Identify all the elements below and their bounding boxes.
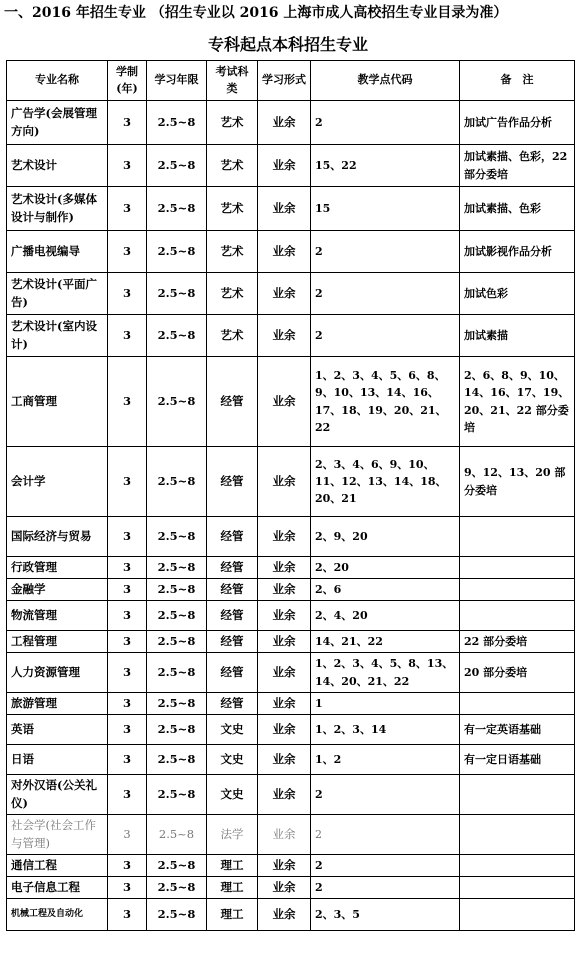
exam-category: 艺术 bbox=[207, 273, 258, 315]
site-codes: 1、2、3、14 bbox=[311, 715, 460, 745]
period-value: 2.5~8 bbox=[147, 601, 207, 631]
years-value: 3 bbox=[108, 517, 147, 557]
notes-value: 2、6、8、9、10、14、16、17、19、20、21、22 部分委培 bbox=[460, 357, 575, 447]
notes-value bbox=[460, 517, 575, 557]
notes-value bbox=[460, 693, 575, 715]
years-value: 3 bbox=[108, 579, 147, 601]
years-value: 3 bbox=[108, 187, 147, 231]
study-form: 业余 bbox=[258, 877, 311, 899]
table-row bbox=[7, 775, 575, 815]
major-name: 艺术设计(平面广告) bbox=[7, 273, 108, 315]
years-value: 3 bbox=[108, 631, 147, 653]
table-row bbox=[7, 187, 575, 231]
major-name: 金融学 bbox=[7, 579, 108, 601]
site-codes: 2、4、20 bbox=[311, 601, 460, 631]
study-form: 业余 bbox=[258, 715, 311, 745]
years-value: 3 bbox=[108, 653, 147, 693]
site-codes: 2、20 bbox=[311, 557, 460, 579]
table-row bbox=[7, 145, 575, 187]
site-codes: 15、22 bbox=[311, 145, 460, 187]
major-name: 广播电视编导 bbox=[7, 231, 108, 273]
site-codes: 1、2 bbox=[311, 745, 460, 775]
site-codes: 2、9、20 bbox=[311, 517, 460, 557]
study-form: 业余 bbox=[258, 579, 311, 601]
header-name: 专业名称 bbox=[7, 61, 108, 101]
study-form: 业余 bbox=[258, 447, 311, 517]
years-value: 3 bbox=[108, 357, 147, 447]
site-codes: 1 bbox=[311, 693, 460, 715]
study-form: 业余 bbox=[258, 101, 311, 145]
table-row bbox=[7, 315, 575, 357]
site-codes: 2 bbox=[311, 101, 460, 145]
site-codes: 1、2、3、4、5、6、8、9、10、13、14、16、17、18、19、20、21、22 bbox=[311, 357, 460, 447]
study-form: 业余 bbox=[258, 517, 311, 557]
table-row bbox=[7, 557, 575, 579]
table-row bbox=[7, 231, 575, 273]
exam-category: 艺术 bbox=[207, 145, 258, 187]
period-value: 2.5~8 bbox=[147, 187, 207, 231]
exam-category: 经管 bbox=[207, 693, 258, 715]
table-header-row bbox=[7, 61, 575, 101]
notes-value: 有一定英语基础 bbox=[460, 715, 575, 745]
major-name: 行政管理 bbox=[7, 557, 108, 579]
notes-value: 加试广告作品分析 bbox=[460, 101, 575, 145]
site-codes: 2、3、4、6、9、10、11、12、13、14、18、20、21 bbox=[311, 447, 460, 517]
notes-value: 22 部分委培 bbox=[460, 631, 575, 653]
period-value: 2.5~8 bbox=[147, 273, 207, 315]
table-row bbox=[7, 693, 575, 715]
exam-category: 经管 bbox=[207, 579, 258, 601]
notes-value bbox=[460, 855, 575, 877]
exam-category: 经管 bbox=[207, 653, 258, 693]
site-codes: 2、3、5 bbox=[311, 899, 460, 931]
period-value: 2.5~8 bbox=[147, 693, 207, 715]
notes-value: 加试色彩 bbox=[460, 273, 575, 315]
study-form: 业余 bbox=[258, 631, 311, 653]
major-name: 电子信息工程 bbox=[7, 877, 108, 899]
years-value: 3 bbox=[108, 715, 147, 745]
header-years: 学制(年) bbox=[108, 61, 147, 101]
header-notes: 备 注 bbox=[460, 61, 575, 101]
notes-value: 20 部分委培 bbox=[460, 653, 575, 693]
table-row bbox=[7, 855, 575, 877]
study-form: 业余 bbox=[258, 273, 311, 315]
period-value: 2.5~8 bbox=[147, 653, 207, 693]
major-name: 国际经济与贸易 bbox=[7, 517, 108, 557]
site-codes: 2 bbox=[311, 273, 460, 315]
study-form: 业余 bbox=[258, 855, 311, 877]
exam-category: 文史 bbox=[207, 775, 258, 815]
period-value: 2.5~8 bbox=[147, 357, 207, 447]
notes-value bbox=[460, 899, 575, 931]
years-value: 3 bbox=[108, 601, 147, 631]
period-value: 2.5~8 bbox=[147, 579, 207, 601]
study-form: 业余 bbox=[258, 187, 311, 231]
notes-value: 加试影视作品分析 bbox=[460, 231, 575, 273]
major-name: 日语 bbox=[7, 745, 108, 775]
exam-category: 理工 bbox=[207, 855, 258, 877]
years-value: 3 bbox=[108, 145, 147, 187]
period-value: 2.5~8 bbox=[147, 101, 207, 145]
years-value: 3 bbox=[108, 315, 147, 357]
notes-value: 加试素描、色彩，22 部分委培 bbox=[460, 145, 575, 187]
period-value: 2.5~8 bbox=[147, 517, 207, 557]
study-form: 业余 bbox=[258, 775, 311, 815]
site-codes: 2 bbox=[311, 877, 460, 899]
years-value: 3 bbox=[108, 101, 147, 145]
years-value: 3 bbox=[108, 273, 147, 315]
table-row bbox=[7, 101, 575, 145]
major-name: 物流管理 bbox=[7, 601, 108, 631]
study-form: 业余 bbox=[258, 899, 311, 931]
period-value: 2.5~8 bbox=[147, 899, 207, 931]
period-value: 2.5~8 bbox=[147, 631, 207, 653]
exam-category: 经管 bbox=[207, 517, 258, 557]
header-form: 学习形式 bbox=[258, 61, 311, 101]
study-form: 业余 bbox=[258, 145, 311, 187]
years-value: 3 bbox=[108, 815, 147, 855]
period-value: 2.5~8 bbox=[147, 815, 207, 855]
major-name: 广告学(会展管理方向) bbox=[7, 101, 108, 145]
period-value: 2.5~8 bbox=[147, 231, 207, 273]
exam-category: 理工 bbox=[207, 877, 258, 899]
major-name: 社会学(社会工作与管理) bbox=[7, 815, 108, 855]
study-form: 业余 bbox=[258, 693, 311, 715]
exam-category: 艺术 bbox=[207, 187, 258, 231]
study-form: 业余 bbox=[258, 601, 311, 631]
years-value: 3 bbox=[108, 855, 147, 877]
exam-category: 经管 bbox=[207, 357, 258, 447]
study-form: 业余 bbox=[258, 315, 311, 357]
exam-category: 经管 bbox=[207, 601, 258, 631]
table-row bbox=[7, 357, 575, 447]
notes-value bbox=[460, 815, 575, 855]
header-exam: 考试科类 bbox=[207, 61, 258, 101]
exam-category: 经管 bbox=[207, 447, 258, 517]
major-name: 艺术设计(多媒体设计与制作) bbox=[7, 187, 108, 231]
years-value: 3 bbox=[108, 447, 147, 517]
period-value: 2.5~8 bbox=[147, 715, 207, 745]
exam-category: 经管 bbox=[207, 557, 258, 579]
site-codes: 15 bbox=[311, 187, 460, 231]
site-codes: 2 bbox=[311, 815, 460, 855]
exam-category: 文史 bbox=[207, 715, 258, 745]
notes-value bbox=[460, 877, 575, 899]
study-form: 业余 bbox=[258, 231, 311, 273]
table-row bbox=[7, 715, 575, 745]
major-name: 英语 bbox=[7, 715, 108, 745]
exam-category: 艺术 bbox=[207, 231, 258, 273]
site-codes: 14、21、22 bbox=[311, 631, 460, 653]
majors-table bbox=[6, 60, 575, 931]
exam-category: 艺术 bbox=[207, 101, 258, 145]
study-form: 业余 bbox=[258, 557, 311, 579]
table-title: 专科起点本科招生专业 bbox=[207, 35, 368, 54]
study-form: 业余 bbox=[258, 815, 311, 855]
table-row bbox=[7, 899, 575, 931]
table-row bbox=[7, 517, 575, 557]
header-period: 学习年限 bbox=[147, 61, 207, 101]
period-value: 2.5~8 bbox=[147, 745, 207, 775]
site-codes: 2 bbox=[311, 775, 460, 815]
table-row bbox=[7, 653, 575, 693]
exam-category: 经管 bbox=[207, 631, 258, 653]
table-row bbox=[7, 579, 575, 601]
period-value: 2.5~8 bbox=[147, 557, 207, 579]
years-value: 3 bbox=[108, 693, 147, 715]
notes-value: 有一定日语基础 bbox=[460, 745, 575, 775]
study-form: 业余 bbox=[258, 357, 311, 447]
years-value: 3 bbox=[108, 557, 147, 579]
table-row bbox=[7, 745, 575, 775]
table-row bbox=[7, 877, 575, 899]
header-sites: 教学点代码 bbox=[311, 61, 460, 101]
table-row bbox=[7, 273, 575, 315]
period-value: 2.5~8 bbox=[147, 145, 207, 187]
site-codes: 2 bbox=[311, 315, 460, 357]
major-name: 机械工程及自动化 bbox=[7, 899, 108, 931]
table-row bbox=[7, 631, 575, 653]
major-name: 通信工程 bbox=[7, 855, 108, 877]
table-row bbox=[7, 815, 575, 855]
exam-category: 法学 bbox=[207, 815, 258, 855]
notes-value: 加试素描 bbox=[460, 315, 575, 357]
exam-category: 文史 bbox=[207, 745, 258, 775]
site-codes: 2 bbox=[311, 855, 460, 877]
period-value: 2.5~8 bbox=[147, 447, 207, 517]
notes-value: 加试素描、色彩 bbox=[460, 187, 575, 231]
major-name: 人力资源管理 bbox=[7, 653, 108, 693]
site-codes: 2 bbox=[311, 231, 460, 273]
major-name: 会计学 bbox=[7, 447, 108, 517]
years-value: 3 bbox=[108, 231, 147, 273]
period-value: 2.5~8 bbox=[147, 315, 207, 357]
period-value: 2.5~8 bbox=[147, 775, 207, 815]
years-value: 3 bbox=[108, 877, 147, 899]
notes-value bbox=[460, 601, 575, 631]
section-heading: 一、2016 年招生专业 （招生专业以 2016 上海市成人高校招生专业目录为准） bbox=[4, 5, 508, 21]
period-value: 2.5~8 bbox=[147, 855, 207, 877]
major-name: 工程管理 bbox=[7, 631, 108, 653]
study-form: 业余 bbox=[258, 653, 311, 693]
years-value: 3 bbox=[108, 899, 147, 931]
study-form: 业余 bbox=[258, 745, 311, 775]
notes-value bbox=[460, 579, 575, 601]
table-row bbox=[7, 447, 575, 517]
major-name: 对外汉语(公关礼仪) bbox=[7, 775, 108, 815]
major-name: 艺术设计(室内设计) bbox=[7, 315, 108, 357]
site-codes: 2、6 bbox=[311, 579, 460, 601]
notes-value bbox=[460, 775, 575, 815]
period-value: 2.5~8 bbox=[147, 877, 207, 899]
major-name: 工商管理 bbox=[7, 357, 108, 447]
exam-category: 理工 bbox=[207, 899, 258, 931]
major-name: 艺术设计 bbox=[7, 145, 108, 187]
site-codes: 1、2、3、4、5、8、13、14、20、21、22 bbox=[311, 653, 460, 693]
years-value: 3 bbox=[108, 775, 147, 815]
major-name: 旅游管理 bbox=[7, 693, 108, 715]
exam-category: 艺术 bbox=[207, 315, 258, 357]
notes-value: 9、12、13、20 部分委培 bbox=[460, 447, 575, 517]
notes-value bbox=[460, 557, 575, 579]
years-value: 3 bbox=[108, 745, 147, 775]
table-row bbox=[7, 601, 575, 631]
